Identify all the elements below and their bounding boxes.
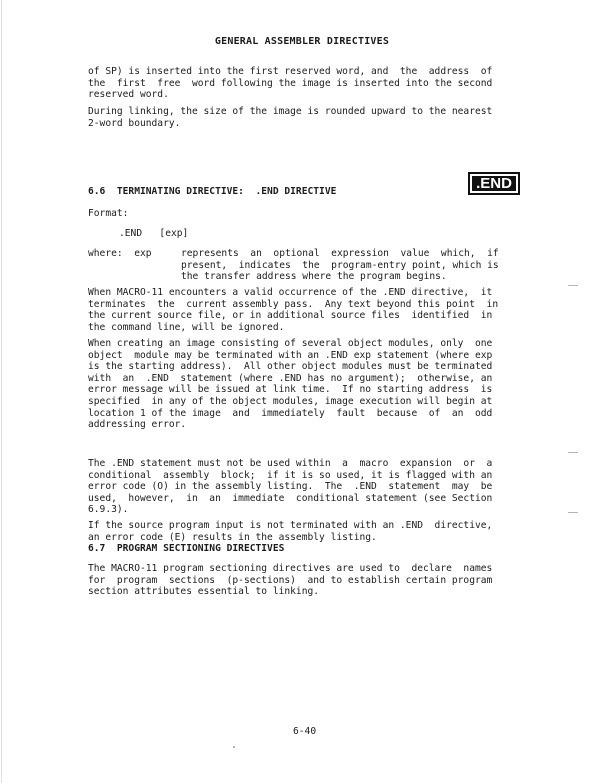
section-6-7-heading: 6.7 PROGRAM SECTIONING DIRECTIVES — [88, 543, 285, 554]
page-number: 6-40 — [293, 726, 317, 737]
section-6-6-paragraph-3: The .END statement must not be used within a macro expansion or a conditional assembly block; if it is so used, it is flagged with an error code (O) in the assembly listing. The .END statement may be used, however, in an immediate conditional statement (see Section 6.9.3). — [88, 458, 493, 516]
section-6-7-paragraph-1: The MACRO-11 program sectioning directives are used to declare names for program sections (p-sections) and to establish certain program section attributes essential to linking. — [88, 563, 493, 598]
margin-mark — [568, 285, 578, 286]
section-6-6-paragraph-2: When creating an image consisting of several object modules, only one object module may be terminated with an .END exp statement (where exp is the starting address). All other object modules must be terminated with an .END statement (where .END has no argument); otherwise, an error message will be issued at link time. If no starting address is specified in any of the object modules, image execution will begin at location 1 of the image and immediately fault because of an odd addressing error. — [88, 338, 493, 431]
page-left-edge — [1, 0, 2, 783]
margin-mark — [568, 452, 578, 453]
section-6-6-paragraph-4: If the source program input is not terminated with an .END directive, an error code (E) results in the assembly listing. — [88, 520, 493, 543]
end-badge-label: .END — [472, 176, 516, 191]
where-label: where: exp — [88, 248, 152, 259]
format-label: Format: — [88, 208, 129, 219]
scan-speck — [233, 746, 235, 748]
format-syntax: .END [exp] — [119, 228, 189, 239]
section-6-6-heading: 6.6 TERMINATING DIRECTIVE: .END DIRECTIVE — [88, 186, 337, 197]
end-directive-badge — [468, 172, 520, 195]
where-description: represents an optional expression value which, if present, indicates the program-entry point, which is the transfer address where the program begins. — [181, 248, 499, 283]
intro-paragraph-2: During linking, the size of the image is rounded upward to the nearest 2-word boundary. — [88, 106, 493, 129]
running-header: GENERAL ASSEMBLER DIRECTIVES — [214, 36, 390, 47]
section-6-6-paragraph-1: When MACRO-11 encounters a valid occurrence of the .END directive, it terminates the current assembly pass. Any text beyond this point in the current source file, or in additional source files identified in the command line, will be ignored. — [88, 287, 499, 333]
margin-mark — [568, 512, 578, 513]
intro-paragraph-1: of SP) is inserted into the first reserved word, and the address of the first free word following the image is inserted into the second reserved word. — [88, 66, 493, 101]
